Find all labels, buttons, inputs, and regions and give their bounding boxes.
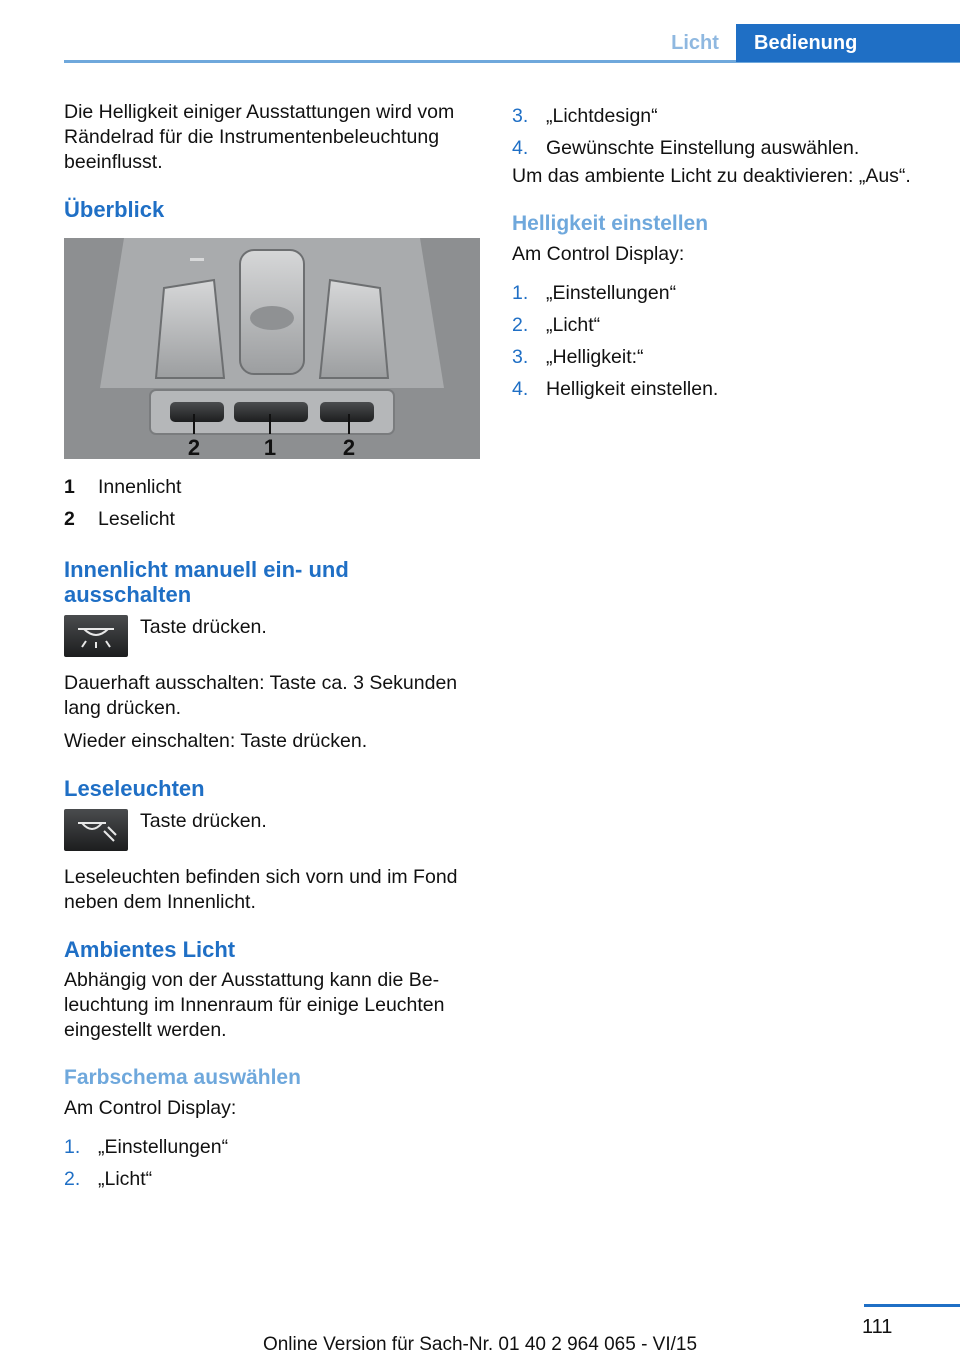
step-text: „Licht“	[546, 314, 601, 336]
step-number: 2.	[512, 314, 529, 336]
ambient-heading: Ambientes Licht	[64, 937, 236, 962]
interior-light-button-icon	[64, 615, 128, 657]
intro-paragraph: Die Helligkeit einiger Ausstattungen wird vom Rändelrad für die Instrumentenbeleuchtung beeinflusst.	[64, 101, 455, 173]
step-number: 3.	[512, 346, 529, 368]
step-number: 4.	[512, 378, 529, 400]
legend-item	[64, 471, 480, 503]
leseleuchten-press-text: Taste drücken.	[140, 810, 267, 832]
list-item	[512, 341, 932, 373]
list-item	[512, 277, 932, 309]
list-item	[512, 132, 932, 164]
left-column	[64, 100, 480, 1195]
reading-light-button-icon	[64, 809, 128, 851]
figure-label-1: 1	[263, 435, 277, 459]
step-number: 3.	[512, 105, 529, 127]
step-text: Helligkeit einstellen.	[546, 378, 719, 400]
header-section-bedienung[interactable]: Bedienung	[736, 24, 960, 62]
header-section-licht[interactable]: Licht	[671, 31, 719, 54]
step-text: „Licht“	[98, 1168, 153, 1190]
deactivate-text: Um das ambiente Licht zu deaktivieren: „Aus“.	[512, 165, 911, 187]
innenlicht-on-text: Wieder einschalten: Taste drücken.	[64, 730, 368, 752]
legend-text: Leselicht	[98, 508, 175, 530]
innenlicht-heading: Innenlicht manuell ein- und ausschalten	[64, 557, 349, 607]
list-item	[64, 1163, 480, 1195]
footer-rule	[864, 1304, 960, 1307]
step-text: „Einstellungen“	[98, 1136, 229, 1158]
step-number: 4.	[512, 137, 529, 159]
helligkeit-steps	[512, 277, 932, 405]
legend-number: 1	[64, 476, 75, 498]
online-version-text: Online Version für Sach-Nr. 01 40 2 964 065 - VI/15	[262, 1334, 698, 1355]
farbschema-heading: Farbschema auswählen	[64, 1066, 301, 1089]
farbschema-steps-continued	[512, 100, 932, 164]
right-column	[512, 100, 932, 405]
list-item	[512, 309, 932, 341]
overhead-console-illustration	[64, 238, 480, 459]
legend-number: 2	[64, 508, 75, 530]
ambient-text: Abhängig von der Ausstattung kann die Beleuchtung im Innenraum für einige Leuchten eingestellt werden.	[64, 969, 445, 1041]
figure-label-2-right: 2	[342, 435, 356, 459]
farbschema-steps	[64, 1131, 480, 1195]
step-text: Gewünschte Einstellung auswählen.	[546, 137, 860, 159]
step-number: 1.	[512, 282, 529, 304]
leseleuchten-heading: Leseleuchten	[64, 776, 205, 801]
legend-text: Innenlicht	[98, 476, 182, 498]
innenlicht-button-row	[64, 613, 480, 657]
farbschema-intro: Am Control Display:	[64, 1097, 237, 1119]
figure-legend	[64, 471, 480, 535]
overhead-console-figure	[64, 238, 480, 459]
leseleuchten-text: Leseleuchten befinden sich vorn und im Fond neben dem Innenlicht.	[64, 866, 458, 913]
innenlicht-off-text: Dauerhaft ausschalten: Taste ca. 3 Sekunden lang drücken.	[64, 672, 458, 719]
step-text: „Lichtdesign“	[546, 105, 658, 127]
page-number: 111	[862, 1316, 893, 1338]
figure-label-2-left: 2	[187, 435, 201, 459]
innenlicht-press-text: Taste drücken.	[140, 616, 267, 638]
list-item	[512, 100, 932, 132]
step-text: „Einstellungen“	[546, 282, 677, 304]
helligkeit-heading: Helligkeit einstellen	[512, 212, 709, 235]
step-number: 1.	[64, 1136, 81, 1158]
helligkeit-intro: Am Control Display:	[512, 243, 685, 265]
step-text: „Helligkeit:“	[546, 346, 644, 368]
list-item	[512, 373, 932, 405]
legend-item	[64, 503, 480, 535]
list-item	[64, 1131, 480, 1163]
step-number: 2.	[64, 1168, 81, 1190]
leseleuchten-button-row	[64, 807, 480, 851]
overview-heading: Überblick	[64, 197, 165, 222]
